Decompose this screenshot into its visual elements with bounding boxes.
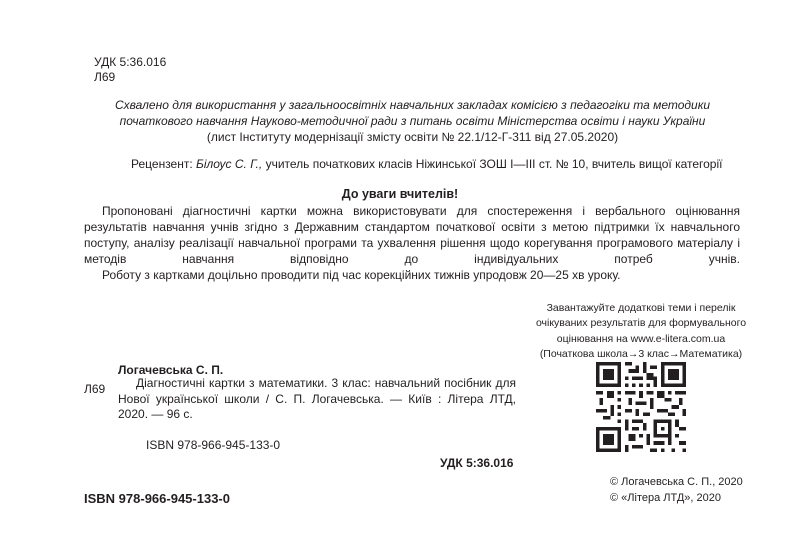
catalog-description-text: Діагностичні картки з математики. 3 клас: навчальний посібник для Нової української школи / С. П. Логачевська. — Київ : Літера ЛТД, 2020. — 96 с. [118, 376, 516, 422]
copyright-author: © Логачевська С. П., 2020 [610, 476, 743, 488]
copyright-publisher: © «Літера ЛТД», 2020 [610, 492, 721, 504]
attention-paragraph-1: Пропоновані діагностичні картки можна використовувати для спостереження і вербального оцінювання результатів навчання учнів згідно з Державним стандартом початкової освіти з метою підтримки їх навчального поступу, аналізу реалізації навчальної програми та ухвалення рішення щодо корегування програмового матеріалу і методів навчання відповідно до індивідуальних потреб учнів. [84, 204, 740, 267]
approval-line-1: Схвалено для використання у загальноосвітніх навчальних закладах комісією з педагогіки та методики [114, 98, 711, 112]
reviewer-line [131, 157, 722, 171]
promo-line-1: Завантажуйте додаткові теми і перелік [546, 302, 736, 314]
catalog-author: Логачевська С. П. [118, 363, 224, 377]
attention-paragraph-2: Роботу з картками доцільно проводити під час корекційних тижнів упродовж 20—25 хв уроку. [102, 268, 621, 283]
reviewer-info: учитель початкових класів Ніжинської ЗОШ І—ІІІ ст. № 10, вчитель вищої категорії [265, 157, 723, 171]
promo-line-2: очікуваних результатів для формувального [535, 317, 747, 330]
reviewer-label: Рецензент: [131, 157, 193, 171]
catalog-udk: УДК 5:36.016 [440, 456, 514, 470]
attention-title: До уваги вчителів! [341, 187, 459, 201]
download-promo [530, 301, 752, 362]
attention-body [84, 203, 740, 283]
catalog-description [118, 376, 516, 423]
approval-line-2: початкового навчання Науково-методичної ради з питань освіти Міністерства освіти і науки України [119, 114, 706, 128]
library-index: Л69 [94, 70, 116, 84]
isbn-footer: ISBN 978-966-945-133-0 [84, 491, 230, 506]
udk-block-top [94, 55, 166, 85]
udk-code: УДК 5:36.016 [94, 55, 167, 69]
catalog-index: Л69 [84, 382, 106, 396]
promo-line-4: (Початкова школа→3 клас→Математика) [539, 347, 743, 360]
promo-line-3[interactable]: оцінювання на www.e-litera.com.ua [556, 332, 726, 345]
approval-statement [95, 97, 730, 145]
copyright-block [610, 474, 743, 506]
catalog-isbn: ISBN 978-966-945-133-0 [146, 438, 281, 452]
approval-line-3: (лист Інституту модернізації змісту освіти № 22.1/12-Г-311 від 27.05.2020) [206, 130, 619, 144]
reviewer-name: Білоус С. Г., [196, 157, 263, 171]
qr-code-icon[interactable] [596, 362, 686, 452]
